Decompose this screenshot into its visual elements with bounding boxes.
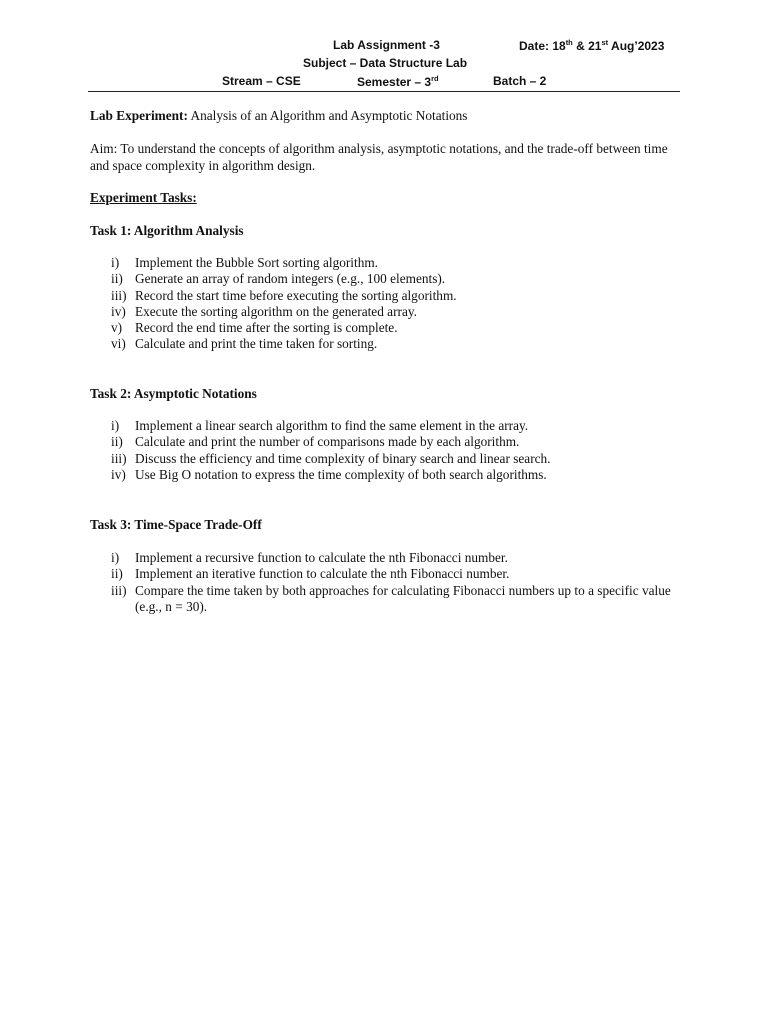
task-3-list [90,550,690,615]
batch-label: Batch – 2 [493,74,547,88]
item-number: ii) [111,434,123,450]
date-sup: th [565,38,573,47]
aim-paragraph: Aim: To understand the concepts of algorithm analysis, asymptotic notations, and the trade-off between time and space complexity in algorithm design. [90,141,668,173]
list-item [90,418,690,434]
list-item [90,583,690,616]
list-item [90,320,690,336]
task-title: Task 3: Time-Space Trade-Off [90,517,262,532]
semester-sup: rd [431,74,439,83]
lab-assignment-label: Lab Assignment -3 [333,38,440,52]
list-item [90,288,690,304]
item-number: ii) [111,271,123,287]
header-divider [88,91,680,92]
list-item [90,271,690,287]
item-text: Implement a linear search algorithm to find the same element in the array. [135,418,529,433]
experiment-name: Analysis of an Algorithm and Asymptotic Notations [187,108,468,123]
item-text: Generate an array of random integers (e.g., 100 elements). [135,271,446,287]
item-number: i) [111,418,120,433]
item-text: Execute the sorting algorithm on the generated array. [135,303,417,319]
item-text: Implement a recursive function to calculate the nth Fibonacci number. [135,550,508,565]
task-1-list [90,255,690,353]
item-number: i) [111,255,120,270]
list-item [90,255,690,271]
experiment-title [90,108,690,125]
item-number: iii) [111,582,127,598]
item-text: Implement the Bubble Sort sorting algorithm. [135,255,379,270]
list-item [90,467,690,483]
item-text: Calculate and print the number of comparisons made by each algorithm. [135,434,520,450]
stream-label: Stream – CSE [222,74,301,88]
item-number: iii) [111,287,127,303]
item-text: Use Big O notation to express the time complexity of both search algorithms. [135,466,547,482]
tasks-heading: Experiment Tasks: [90,190,197,205]
date-sup: st [601,38,609,47]
experiment-label: Lab Experiment: [90,108,188,123]
item-number: iv) [111,466,126,482]
item-text: Record the end time after the sorting is complete. [135,320,398,336]
item-number: i) [111,550,120,565]
item-number: iii) [111,450,127,466]
item-text: Record the start time before executing the sorting algorithm. [135,287,457,303]
date-part: & 21 [572,39,602,53]
date-label [519,38,664,53]
date-part: Aug’2023 [608,39,665,53]
semester-label [357,74,439,89]
list-item [90,550,690,566]
item-text: Compare the time taken by both approaches for calculating Fibonacci numbers up to a specific value (e.g., n = 30). [135,582,671,614]
item-text: Discuss the efficiency and time complexity of binary search and linear search. [135,450,551,466]
list-item [90,566,690,582]
task-title: Task 2: Asymptotic Notations [90,386,257,401]
item-text: Implement an iterative function to calculate the nth Fibonacci number. [135,566,510,582]
list-item [90,304,690,320]
list-item [90,451,690,467]
item-number: iv) [111,303,126,319]
item-number: ii) [111,566,123,582]
task-2-list [90,418,690,483]
item-number: v) [111,320,123,336]
item-number: vi) [111,336,126,352]
list-item [90,336,690,352]
date-part: Date: 18 [519,39,566,53]
task-title: Task 1: Algorithm Analysis [90,223,244,238]
semester-part: Semester – 3 [357,75,432,89]
item-text: Calculate and print the time taken for sorting. [135,336,378,352]
list-item [90,434,690,450]
subject-label: Subject – Data Structure Lab [303,56,468,70]
